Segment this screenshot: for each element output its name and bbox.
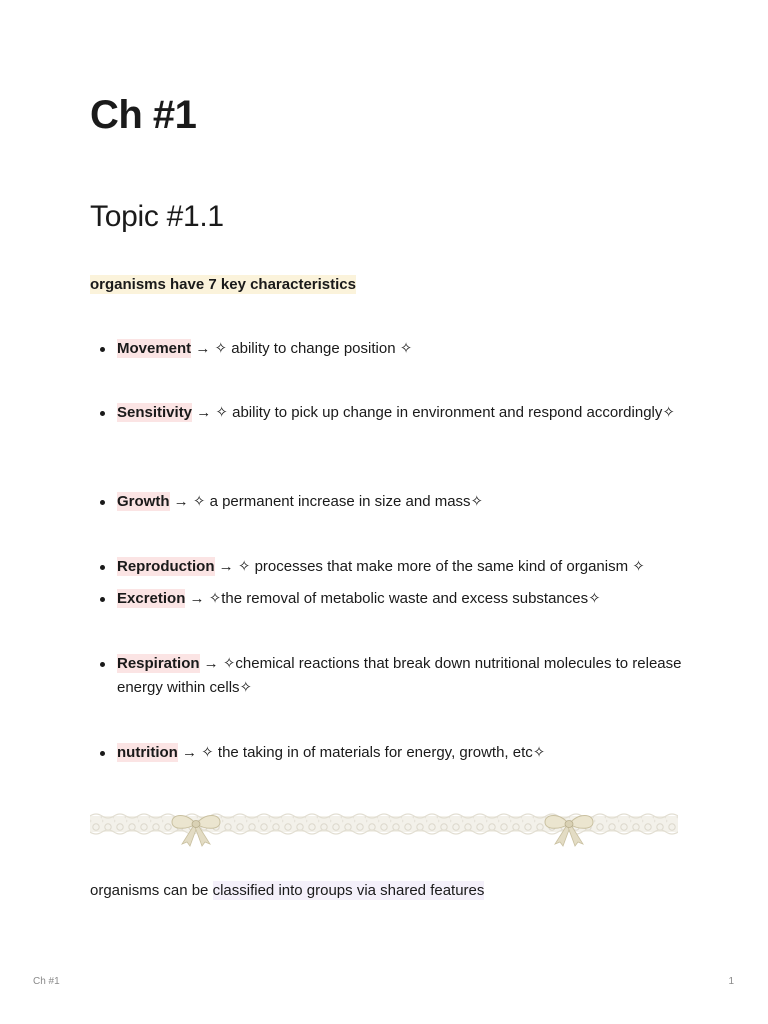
lace-divider [90, 803, 678, 847]
list-item-nutrition [117, 741, 692, 765]
term-highlight: Sensitivity [117, 404, 193, 421]
intro-line [90, 273, 356, 297]
intro-highlight: organisms have 7 key characteristics [90, 276, 356, 293]
term-description: → ✧ ability to pick up change in environment and respond accordingly✧ [192, 404, 675, 421]
list-item-movement [117, 337, 692, 361]
bullet [100, 500, 105, 505]
bullet [100, 751, 105, 756]
list-item-growth [117, 490, 692, 514]
list-item-reproduction [117, 555, 692, 579]
footer-page-number: 1 [728, 976, 734, 987]
topic-heading: Topic #1.1 [90, 200, 224, 233]
closing-prefix: organisms can be [90, 882, 213, 899]
term-description: → ✧ processes that make more of the same kind of organism ✧ [214, 558, 645, 575]
closing-highlight: classified into groups via shared features [212, 882, 485, 899]
page-title: Ch #1 [90, 93, 197, 137]
term-highlight: Movement [117, 340, 192, 357]
term-highlight: nutrition [117, 744, 178, 761]
bullet [100, 565, 105, 570]
list-item-excretion [117, 587, 692, 611]
footer-chapter-label: Ch #1 [33, 976, 60, 987]
bullet [100, 347, 105, 352]
list-item-sensitivity [117, 401, 692, 425]
bullet [100, 597, 105, 602]
list-item-respiration [117, 652, 692, 700]
term-highlight: Reproduction [117, 558, 215, 575]
term-highlight: Respiration [117, 655, 200, 672]
closing-line [90, 879, 484, 903]
term-highlight: Growth [117, 493, 170, 510]
bullet [100, 411, 105, 416]
term-highlight: Excretion [117, 590, 186, 607]
term-description: → ✧ ability to change position ✧ [191, 340, 413, 357]
term-description: → ✧ a permanent increase in size and mass✧ [169, 493, 484, 510]
term-description: → ✧chemical reactions that break down nutritional molecules to release energy within cells✧ [117, 655, 682, 696]
term-description: → ✧ the taking in of materials for energy, growth, etc✧ [177, 744, 546, 761]
term-description: → ✧the removal of metabolic waste and excess substances✧ [185, 590, 601, 607]
bullet [100, 662, 105, 667]
